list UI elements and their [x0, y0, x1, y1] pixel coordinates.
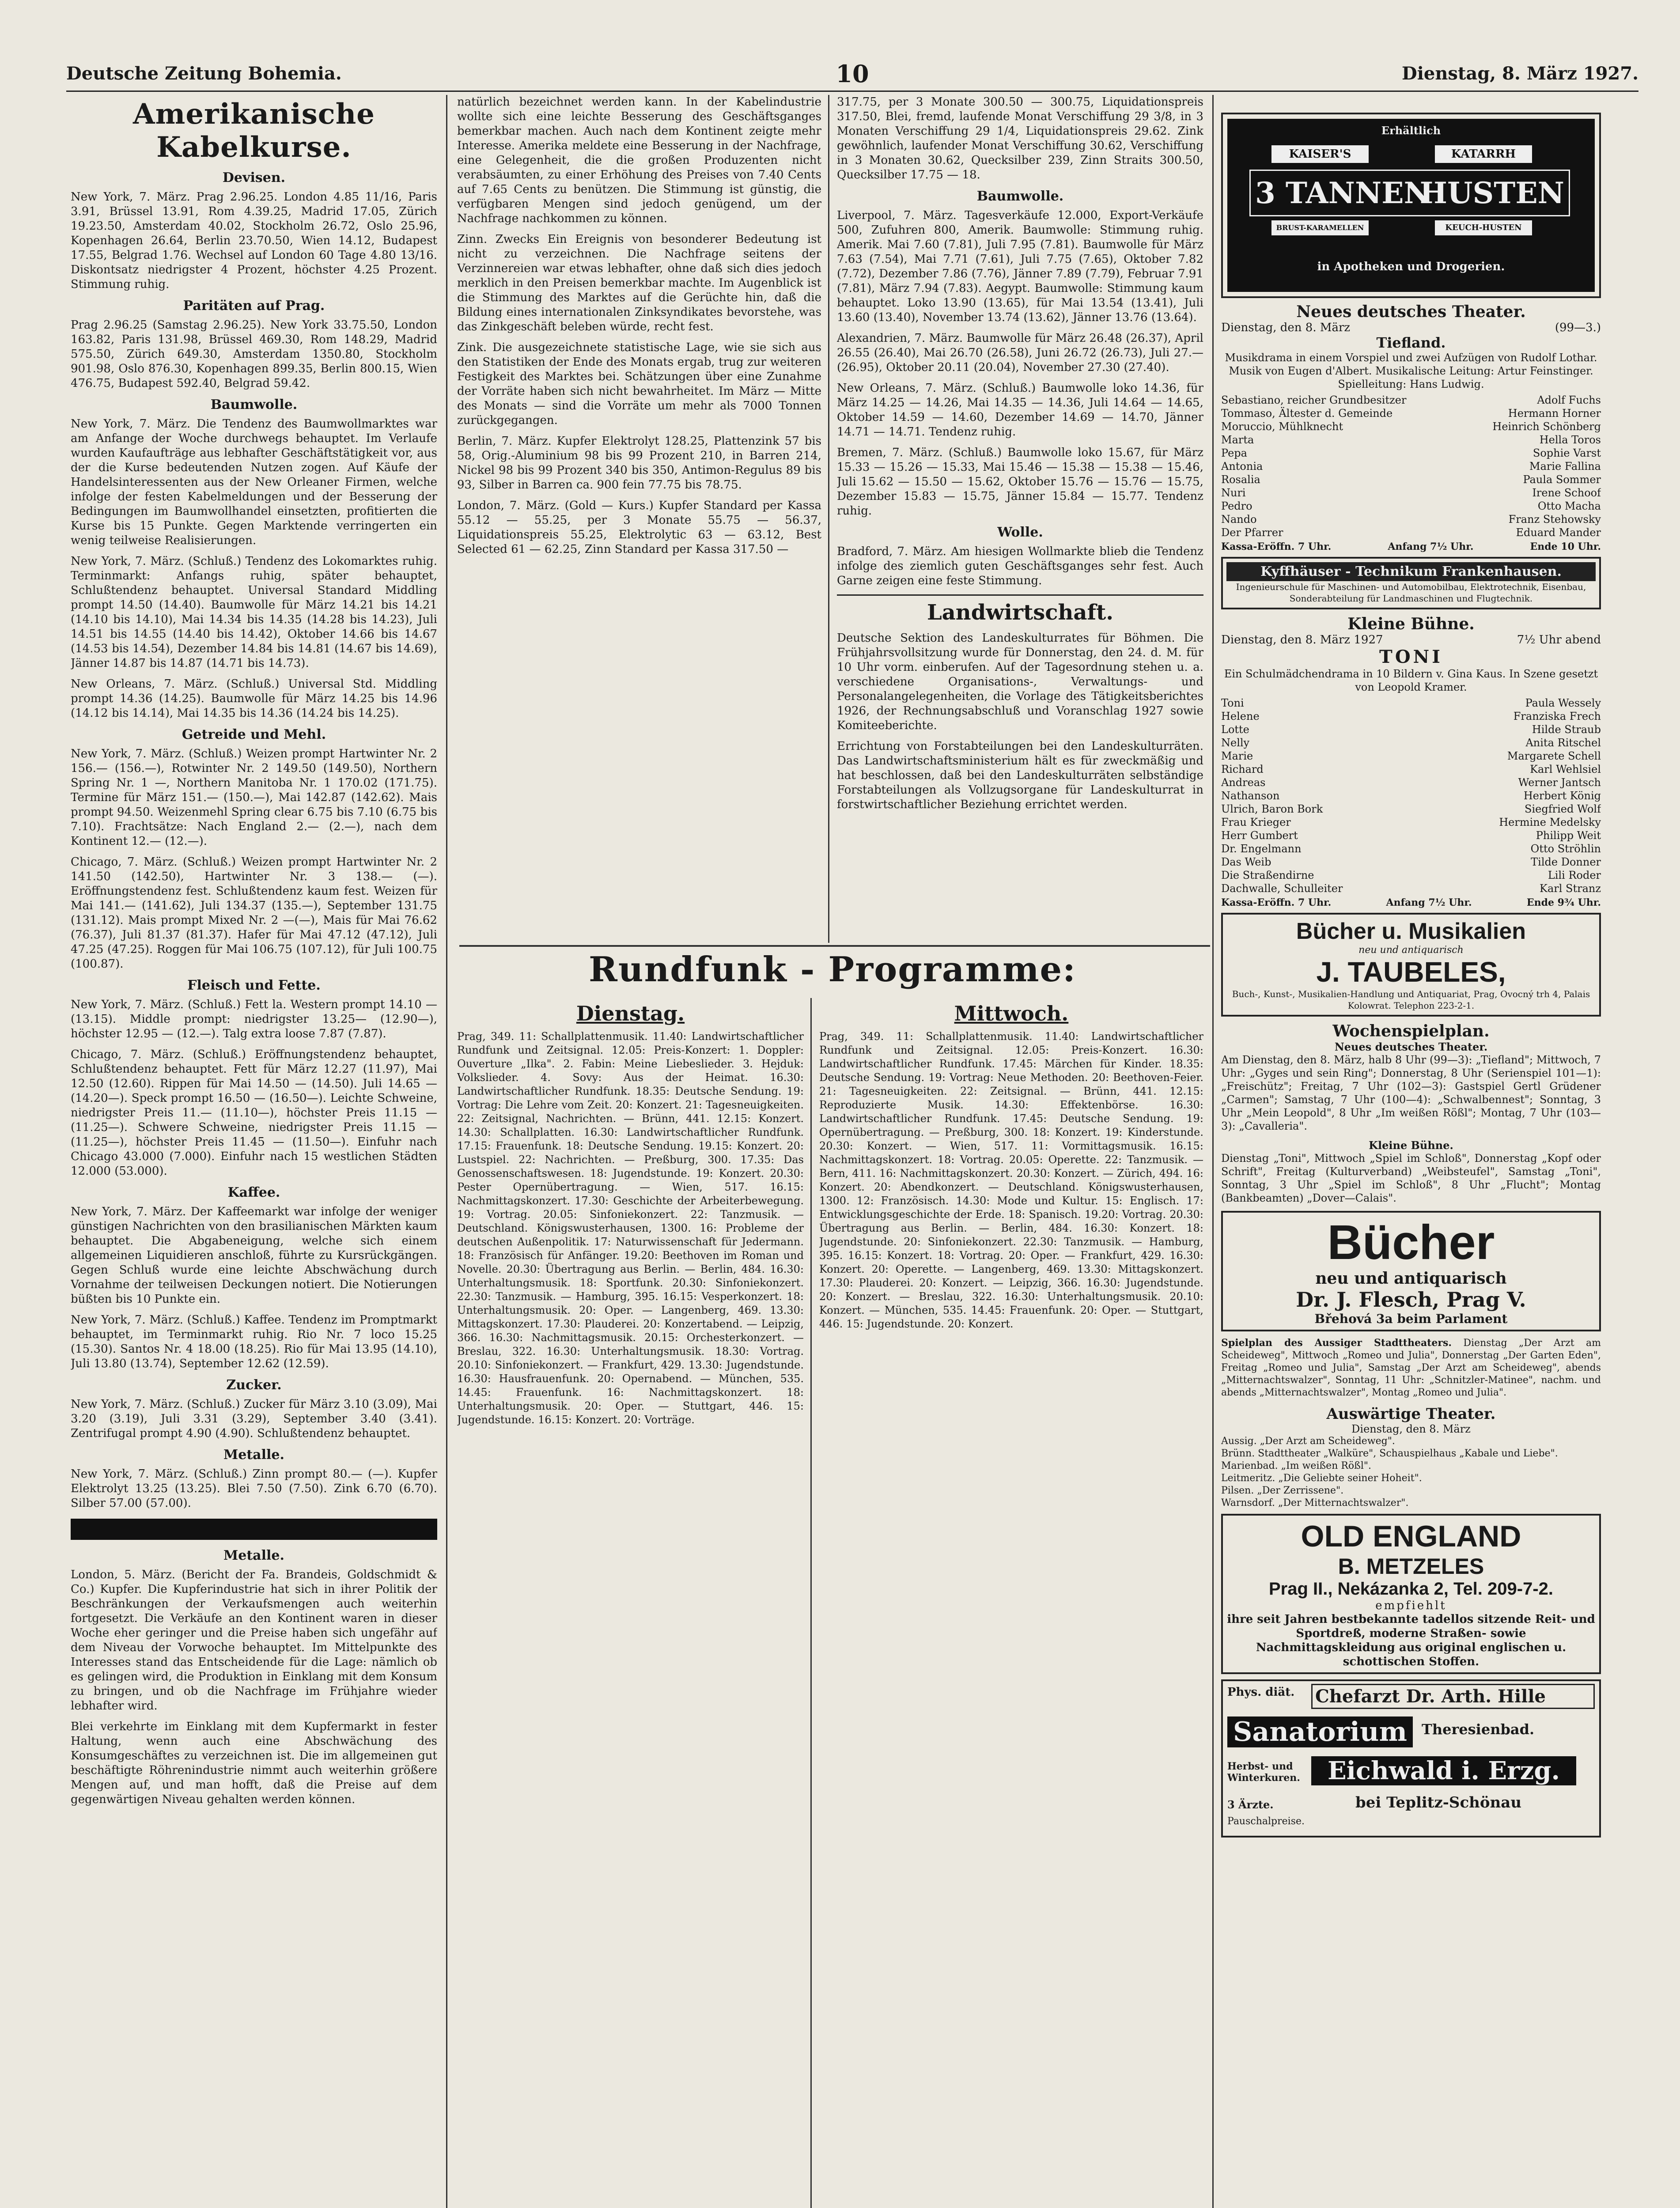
article-text: New Orleans, 7. März. (Schluß.) Universal Std. Middling prompt 14.36 (14.25). Baumwolle für März 14.25 bis 14.96 (14.12 bis 14.14), Mai 14.35 bis 14.36 (14.24 bis 14.25). — [71, 677, 437, 720]
theater-footer: Anfang 7½ Uhr. — [1388, 541, 1474, 552]
aus-item: Brünn. Stadttheater „Walküre", Schauspielhaus „Kabale und Liebe". — [1221, 1448, 1558, 1459]
ad-text: Prag II., Nekázanka 2, Tel. 209-7-2. — [1268, 1579, 1554, 1599]
subhead-getreide: Getreide und Mehl. — [182, 727, 326, 742]
column-rule — [446, 95, 447, 2208]
article-text: New York, 7. März. Prag 2.96.25. London 4.85 11/16, Paris 3.91, Brüssel 13.91, Rom 4.39.25, Madrid 17.05, Zürich 19.23.50, Amsterdam 40.02, Stockholm 26.72, Oslo 25.96, Kopenhagen 26.64, Berlin 23.70.50, Wien 14.12, Budapest 17.55, Belgrad 1.76. Wechsel auf London 60 Tage 4.80 13/16. Diskontsatz niedrigster 4 Prozent, höchster 4.25 Prozent. Stimmung ruhig. — [71, 190, 437, 291]
ad-flesch — [1221, 1211, 1601, 1331]
aus-item: Marienbad. „Im weißen Rößl". — [1221, 1460, 1372, 1471]
ad-main-banner — [1249, 170, 1570, 216]
aus-item: Pilsen. „Der Zerrissene". — [1221, 1485, 1344, 1496]
article-text: Deutsche Sektion des Landeskulturrates für Böhmen. Die Frühjahrsvollsitzung wurde für Donnerstag, den 24. d. M. für 10 Uhr vorm. einberufen. Auf der Tagesordnung stehen u. a. verschiedene Organisations-, Verwaltungs- und Personalangelegenheiten, die Vorlage des Tätigkeitsberichtes 1926, der Rechnungsabschluß und Voranschlag 1927 sowie Komiteeberichte. — [837, 631, 1203, 732]
ad-text: B. METZELES — [1338, 1554, 1484, 1579]
column-baumwolle-landwirtschaft — [837, 95, 1203, 938]
column-kabelkurse — [71, 95, 437, 2208]
cast-actor: Hermine Medelsky — [1499, 816, 1601, 828]
aussig-text: Dienstag „Der Arzt am Scheideweg", Mittwoch „Romeo und Julia", Donnerstag „Der Garten Eden", Freitag „Romeo und Julia", Samstag „Der Arzt am Scheideweg", abends „Mitternachtswalzer", Sonntag, 11 Uhr: „Schnitzler-Matinee", nachm. und abends „Mitternachtswalzer", Montag „Romeo und Julia". — [1221, 1338, 1601, 1398]
cast-role: Dr. Engelmann — [1221, 843, 1302, 855]
theater-footer: Kassa-Eröffn. 7 Uhr. — [1221, 541, 1332, 552]
article-text: New Orleans, 7. März. (Schluß.) Baumwolle loko 14.36, für März 14.25 — 14.26, Mai 14.35 — 14.36, Juli 14.64 — 14.65, Oktober 14.59 — 14.60, Dezember 14.69 — 14.70, Jänner 14.71 — 14.71. Tendenz ruhig. — [837, 382, 1203, 439]
cast-role: Marie — [1221, 750, 1253, 762]
article-text: New York, 7. März. (Schluß.) Kaffee. Tendenz im Promptmarkt behauptet, im Terminmarkt ruhig. Rio Nr. 7 loco 15.25 (15.30). Santos Nr. 4 18.00 (18.25). Rio für Mai 13.95 (14.10), Juli 13.80 (13.74), September 12.62 (12.59). — [71, 1313, 437, 1370]
cast-row — [1221, 420, 1601, 433]
subhead-paritaeten: Paritäten auf Prag. — [183, 298, 325, 314]
ad-text: J. TAUBELES, — [1316, 956, 1506, 988]
cast-actor: Karl Wehlsiel — [1530, 763, 1601, 775]
issue-date: Dienstag, 8. März 1927. — [1402, 63, 1638, 84]
ad-text: Theresienbad. — [1422, 1721, 1535, 1738]
cast-role: Rosalia — [1221, 473, 1260, 486]
cast-role: Die Straßendirne — [1221, 869, 1314, 881]
cast-role: Pepa — [1221, 447, 1247, 459]
cast-role: Andreas — [1221, 776, 1266, 789]
masthead-title: Deutsche Zeitung Bohemia. — [66, 63, 342, 84]
cast-role: Sebastiano, reicher Grundbesitzer — [1221, 394, 1407, 406]
ad-text: ihre seit Jahren bestbekannte tadellos sitzende Reit- und Sportdreß, moderne Straßen- sowie Nachmittagskleidung aus original englischen u. schottischen Stoffen. — [1227, 1613, 1595, 1668]
cast-role: Marta — [1221, 434, 1254, 446]
aus-item: Leitmeritz. „Die Geliebte seiner Hoheit". — [1221, 1473, 1422, 1484]
cast-row — [1221, 696, 1601, 710]
cast-actor: Philipp Weit — [1536, 829, 1601, 842]
article-text: New York, 7. März. (Schluß.) Fett la. Western prompt 14.10 — (13.15). Middle prompt: niedrigster 13.25— (12.90—), höchster 12.95 — (12.—). Talg extra loose 7.87 (7.87). — [71, 998, 437, 1040]
ad-text: Erhältlich — [1381, 124, 1441, 137]
cast-role: Richard — [1221, 763, 1264, 775]
cast-role: Tommaso, Ältester d. Gemeinde — [1221, 407, 1393, 420]
article-text: New York, 7. März. Der Kaffeemarkt war infolge der weniger günstigen Nachrichten von den brasilianischen Märkten kaum behauptet. Die Abgabeneigung, welche sich einem allgemeinen Liquidieren anschloß, führte zu Kursrückgängen. Gegen Schluß wurde eine leichte Abschwächung durch Vornahme der teilweisen Deckungen notiert. Die Notierungen büßten bis 10 Punkte ein. — [71, 1205, 437, 1306]
aus-date: Dienstag, den 8. März — [1351, 1423, 1471, 1435]
ad-old-england — [1221, 1514, 1601, 1674]
subhead-baumwolle: Baumwolle. — [210, 397, 298, 412]
ad-text: Herbst- und Winterkuren. — [1227, 1761, 1300, 1784]
ad-text: Pauschalpreise. — [1227, 1816, 1305, 1827]
ad-sanatorium — [1221, 1679, 1601, 1837]
radio-tuesday — [457, 998, 804, 2208]
ad-text: KEUCH-HUSTEN — [1435, 220, 1532, 235]
cast-actor: Franz Stehowsky — [1508, 513, 1601, 526]
cast-role: Ulrich, Baron Bork — [1221, 803, 1323, 815]
ad-text: 3 TANNEN — [1255, 176, 1430, 210]
section-title-landwirtschaft: Landwirtschaft. — [837, 594, 1203, 625]
ad-kaisers-husten — [1221, 113, 1601, 298]
aussig-title: Spielplan des Aussiger Stadttheaters. — [1221, 1337, 1452, 1349]
cast-actor: Lili Roder — [1548, 869, 1601, 881]
cast-actor: Hella Toros — [1539, 434, 1601, 446]
article-text: Chicago, 7. März. (Schluß.) Eröffnungstendenz behauptet, Schlußtendenz behauptet. Fett für März 12.27 (11.97), Mai 12.50 (12.60). Rippen für Mai 14.50 — (14.50). Juli 14.65 — (14.20—). Speck prompt 16.50 — (16.50—). Leichte Schweine, niedrigster Preis 11.— (11.10—), höchster Preis 11.15 — (11.25—). Schwere Schweine, niedrigster Preis 11.15 — (11.25—), höchster Preis 11.45 — (11.50—). Einfuhr nach Chicago 43.000 (7.000). Einfuhr nach 15 westlichen Städten 12.000 (53.000). — [71, 1048, 437, 1178]
cast-role: Der Pfarrer — [1221, 526, 1283, 539]
cast-row — [1221, 407, 1601, 420]
cast-role: Nelly — [1221, 737, 1250, 749]
ad-text: Dr. J. Flesch, Prag V. — [1296, 1288, 1526, 1312]
cast-actor: Hermann Horner — [1508, 407, 1601, 420]
subhead-metalle-2: Metalle. — [223, 1548, 284, 1563]
cast-actor: Anita Ritschel — [1525, 737, 1601, 749]
article-text: Prag 2.96.25 (Samstag 2.96.25). New York 33.75.50, London 163.82, Paris 131.98, Brüssel 469.30, Rom 148.29, Madrid 575.50, Zürich 649.30, Amsterdam 1350.80, Stockholm 901.98, Oslo 876.30, Kopenhagen 899.35, Berlin 800.15, Wien 476.75, Budapest 592.40, Belgrad 59.42. — [71, 318, 437, 390]
ad-text: Ingenieurschule für Maschinen- und Automobilbau, Elektrotechnik, Eisenbau, Sonderabteilung für Landmaschinen und Flugtechnik. — [1236, 582, 1586, 604]
cast-role: Frau Krieger — [1221, 816, 1291, 828]
cast-role: Herr Gumbert — [1221, 829, 1298, 842]
cast-actor: Werner Jantsch — [1518, 776, 1601, 789]
ad-text: Bücher u. Musikalien — [1296, 919, 1526, 944]
cast-role: Pedro — [1221, 500, 1252, 512]
article-text: London, 7. März. (Gold — Kurs.) Kupfer Standard per Kassa 55.12 — 55.25, per 3 Monate 55.75 — 56.37, Liquidationspreis 55.25, Elektrolytic 63 — 63.12, Best Selected 61 — 62.25, Zinn Standard per Kassa 317.50 — — [457, 499, 821, 556]
cast-actor: Otto Macha — [1537, 500, 1601, 512]
subhead-baumwolle: Baumwolle. — [976, 189, 1064, 204]
ad-text: BRUST-KARAMELLEN — [1271, 220, 1369, 235]
cast-role: Lotte — [1221, 723, 1249, 736]
cast-role: Nando — [1221, 513, 1257, 526]
cast-row — [1221, 473, 1601, 486]
cast-actor: Marie Fallina — [1529, 460, 1601, 473]
article-text: New York, 7. März. (Schluß.) Weizen prompt Hartwinter Nr. 2 156.— (156.—), Rotwinter Nr. 2 149.50 (149.50), Northern Spring Nr. 1 —, Northern Manitoba Nr. 1 170.02 (171.75). Termine für März 151.— (150.—), Mai 142.87 (142.62). Mais prompt 94.50. Weizenmehl Spring clear 6.75 bis 7.10 (6.75 bis 7.10). Frachtsätze: Nach England 2.— (2.—), nach dem Kontinent 12.— (12.—). — [71, 747, 437, 848]
cast-row — [1221, 789, 1601, 802]
cast-row — [1221, 749, 1601, 763]
page-header — [66, 60, 1638, 92]
cast-actor: Paula Wessely — [1525, 697, 1601, 709]
cast-actor: Siegfried Wolf — [1525, 803, 1601, 815]
day-heading-dienstag: Dienstag. — [576, 1002, 685, 1025]
cast-actor: Eduard Mander — [1516, 526, 1601, 539]
cast-row — [1221, 710, 1601, 723]
cast-actor: Irene Schoof — [1532, 487, 1601, 499]
subhead-wolle: Wolle. — [997, 525, 1043, 540]
theater-play: Tiefland. — [1376, 334, 1446, 351]
theater-footer: Ende 10 Uhr. — [1530, 541, 1601, 552]
cast-role: Helene — [1221, 710, 1260, 722]
cast-row — [1221, 763, 1601, 776]
ad-text: Břehová 3a beim Parlament — [1314, 1312, 1508, 1326]
ad-text: Eichwald i. Erzg. — [1311, 1756, 1576, 1785]
article-text: New York, 7. März. Die Tendenz des Baumwollmarktes war am Anfange der Woche durchwegs behauptet. Im Verlaufe wurden Kaufaufträge aus lebhafter Geschäftstätigkeit vor, aus der die Kurse bedeutenden Nutzen zogen. Auf Käufe der Handelsinteressenten aus der New Orleaner Firmen, welche infolge der festen Kabelmeldungen und der Besserung der Bedingungen im Baumwollhandel einsetzten, profitierten die Kurse bis 15 Punkte. Gegen Marktende verringerten ein wenig teilweise Realisierungen. — [71, 417, 437, 547]
kb-footer: Kassa-Eröffn. 7 Uhr. — [1221, 897, 1332, 908]
article-text: Errichtung von Forstabteilungen bei den Landeskulturräten. Das Landwirtschaftsministerium hält es für zweckmäßig und hat beschlossen, daß bei den Landeskulturräten selbständige Forstabteilungen als Vollzugsorgane für Landeskulturrat in forstwirtschaftlicher Beziehung errichtet werden. — [837, 740, 1203, 811]
cast-row — [1221, 513, 1601, 526]
article-text: 317.75, per 3 Monate 300.50 — 300.75, Liquidationspreis 317.50, Blei, fremd, laufende Monat Verschiffung 29 3/8, in 3 Monaten Verschiffung 29 1/4, Liquidationspreis 29.62. Zink gewöhnlich, laufender Monat Verschiffung 30.62, Verschiffung in 3 Monaten 30.62, Quecksilber 239, Zinn Straits 300.50, Quecksilber 17.75 — 18. — [837, 95, 1203, 181]
cast-list — [1221, 393, 1601, 539]
column-metalle-continued — [457, 95, 821, 938]
ad-text: OLD ENGLAND — [1301, 1520, 1521, 1553]
kb-play: TONI — [1379, 647, 1443, 667]
cast-row — [1221, 869, 1601, 882]
article-text: New York, 7. März. (Schluß.) Tendenz des Lokomarktes ruhig. Terminmarkt: Anfangs ruhig, später behauptet, Schlußtendenz behauptet. Universal Standard Middling prompt 14.50 (14.40). Baumwolle für März 14.21 bis 14.21 (14.10 bis 14.10), Mai 14.34 bis 14.35 (14.28 bis 14.23), Juli 14.51 bis 14.55 (14.40 bis 14.42), Oktober 14.66 bis 14.67 (14.53 bis 14.54), Dezember 14.84 bis 14.81 (14.67 bis 14.69), Jänner 14.87 bis 14.87 (14.71 bis 14.73). — [71, 555, 437, 670]
cast-row — [1221, 433, 1601, 446]
theater-date: Dienstag, den 8. März — [1221, 321, 1351, 334]
article-text: Berlin, 7. März. Kupfer Elektrolyt 128.25, Plattenzink 57 bis 58, Orig.-Aluminium 98 bis 99 Prozent 210, in Barren 214, Nickel 98 bis 99 Prozent 340 bis 350, Antimon-Regulus 89 bis 93, Silber in Barren ca. 900 fein 77.75 bis 78.75. — [457, 435, 821, 492]
ad-text: Bücher — [1327, 1215, 1495, 1270]
cast-role: Moruccio, Mühlknecht — [1221, 420, 1343, 433]
subhead-kaffee: Kaffee. — [227, 1185, 280, 1200]
subhead-devisen: Devisen. — [222, 170, 286, 185]
ad-text: KATARRH — [1435, 145, 1532, 163]
article-text: Zinn. Zwecks Ein Ereignis von besonderer Bedeutung ist nicht zu verzeichnen. Die Nachfrage seitens der Verzinnereien war etwas lebhafter, ohne daß sich dies jedoch merklich in den Preisen bemerkbar machte. Im Augenblick ist die Stimmung des Marktes auf die Gerüchte hin, daß die Bildung eines internationalen Zinksyndikates bevorstehe, was das Zinkgeschäft beleben würde, recht fest. — [457, 233, 821, 333]
ad-text: neu und antiquarisch — [1315, 1269, 1507, 1288]
cast-role: Antonia — [1221, 460, 1263, 473]
article-text: Chicago, 7. März. (Schluß.) Weizen prompt Hartwinter Nr. 2 141.50 (142.50), Hartwinter Nr. 3 138.— (—). Eröffnungstendenz fest. Schlußtendenz kaum fest. Weizen für Mai 141.— (141.62), Juli 134.37 (135.—), September 131.75 (131.12). Mais prompt Mixed Nr. 2 —(—), Mais für Mai 76.62 (76.37), Juli 81.37 (81.37). Hafer für Mai 47.12 (47.12), Juli 47.25 (47.25). Roggen für Mai 106.75 (107.12), für Juli 100.75 (100.87). — [71, 855, 437, 971]
cast-actor: Otto Ströhlin — [1530, 843, 1601, 855]
aus-title: Auswärtige Theater. — [1326, 1405, 1496, 1423]
column-rule — [1212, 95, 1214, 2208]
ad-text: Chefarzt Dr. Arth. Hille — [1311, 1684, 1595, 1709]
day-heading-mittwoch: Mittwoch. — [954, 1002, 1069, 1025]
wsp-kb-title: Kleine Bühne. — [1369, 1139, 1453, 1152]
article-text: Liverpool, 7. März. Tagesverkäufe 12.000, Export-Verkäufe 500, Zufuhren 800, Amerik. Baumwolle: Stimmung ruhig. Amerik. Mai 7.60 (7.81), Juli 7.95 (7.81). Baumwolle für März 7.63 (7.54), Mai 7.71 (7.61), Juli 7.75 (7.65), Oktober 7.82 (7.72), Dezember 7.86 (7.76), Jänner 7.89 (7.79), Februar 7.91 (7.81), März 7.94 (7.83). Aegypt. Baumwolle: Stimmung kaum behauptet. Loko 13.90 (13.65), für Mai 13.54 (13.41), Juli 13.60 (13.40), November 13.74 (13.62), Jänner 13.76 (13.64). — [837, 209, 1203, 324]
cast-row — [1221, 882, 1601, 895]
cast-role: Nuri — [1221, 487, 1246, 499]
wsp-subtitle: Neues deutsches Theater. — [1334, 1040, 1488, 1053]
cast-role: Das Weib — [1221, 856, 1271, 868]
article-text: New York, 7. März. (Schluß.) Zucker für März 3.10 (3.09), Mai 3.20 (3.19), Juli 3.31 (3.29), September 3.40 (3.41). Zentrifugal prompt 4.90 (4.90). Schlußtendenz behauptet. — [71, 1398, 437, 1440]
cast-actor: Margarete Schell — [1507, 750, 1601, 762]
cast-row — [1221, 802, 1601, 816]
aus-item: Warnsdorf. „Der Mitternachtswalzer". — [1221, 1497, 1409, 1509]
cast-row — [1221, 855, 1601, 869]
article-text: Blei verkehrte im Einklang mit dem Kupfermarkt in fester Haltung, wenn auch eine Abschwächung des Konsumgeschäftes zu verzeichnen ist. Die im allgemeinen gut beschäftigte Röhrenindustrie nimmt auch weiterhin größere Mengen auf, und man hofft, daß die Preise auf dem gegenwärtigen Niveau gehalten werden können. — [71, 1720, 437, 1806]
theater-number: (99—3.) — [1555, 321, 1601, 334]
ad-text: Buch-, Kunst-, Musikalien-Handlung und Antiquariat, Prag, Ovocný trh 4, Palais Kolowrat. Telephon 223-2-1. — [1232, 989, 1590, 1011]
section-title-kabelkurse: Amerikanische Kabelkurse. — [132, 98, 375, 164]
wsp-text: Am Dienstag, den 8. März, halb 8 Uhr (99—3): „Tiefland"; Mittwoch, 7 Uhr: „Gyges und sein Ring"; Donnerstag, 8 Uhr (Serienspiel 101—1): „Freischütz"; Freitag, 7 Uhr (102—3): Gastspiel Gertl Grüdener „Carmen"; Samstag, 7 Uhr (100—4): „Schwalbennest"; Sonntag, 3 Uhr „Mein Leopold", 8 Uhr „Im weißen Rößl"; Montag, 7 Uhr (103—3): „Cavalleria". — [1221, 1054, 1601, 1132]
ad-text: HUSTEN — [1419, 176, 1564, 210]
kb-date: Dienstag, den 8. März 1927 — [1221, 633, 1383, 647]
cast-role: Dachwalle, Schulleiter — [1221, 882, 1343, 895]
theater-subtitle: Musikdrama in einem Vorspiel und zwei Aufzügen von Rudolf Lothar. Musik von Eugen d'Albert. Musikalische Leitung: Artur Feinstinger. Spielleitung: Hans Ludwig. — [1225, 352, 1597, 390]
black-divider-bar — [71, 1519, 437, 1540]
ad-text: KAISER'S — [1271, 145, 1369, 163]
ad-text: Phys. diät. — [1227, 1686, 1295, 1699]
cast-actor: Tilde Donner — [1531, 856, 1601, 868]
ad-kyffhaeuser — [1221, 557, 1601, 609]
kb-title: Kleine Bühne. — [1347, 615, 1475, 633]
aus-list — [1221, 1435, 1601, 1509]
radio-program-text: Prag, 349. 11: Schallplattenmusik. 11.40: Landwirtschaftlicher Rundfunk und Zeitsignal. 12.05: Preis-Konzert: 1. Doppler: Ouverture „Ilka". 2. Fabin: Meine Liebeslieder. 3. Hejduk: Volkslieder. 4. Sovy: Aus der Heimat. 16.30: Landwirtschaftlicher Rundfunk. 18.35: Deutsche Sendung. 19: Vortrag: Die Lehre vom Zeit. 20: Konzert. 21: Tagesneuigkeiten. 22: Zeitsignal, Nachrichten. — Brünn, 441. 12.15: Konzert. 14.30: Schallplatten. 16.30: Landwirtschaftlicher Rundfunk. 17.15: Frauenfunk. 18: Deutsche Sendung. 19.15: Konzert. 20: Lustspiel. 22: Nachrichten. — Preßburg, 300. 17.35: Das Genossenschaftswesen. 18: Jugendstunde. 19: Konzert. 20.30: Pester Opernübertragung. — Wien, 517. 16.15: Nachmittagskonzert. 17.30: Geschichte der Arbeiterbewegung. 19: Vortrag. 20.05: Sinfoniekonzert. 22: Tanzmusik. — Deutschland. Königswusterhausen, 1300. 16: Probleme der deutschen Außenpolitik. 17: Naturwissenschaft für Jedermann. 18: Französisch für Anfänger. 19.20: Beethoven im Roman und Novelle. 20.30: Übertragung aus Berlin. — Berlin, 484. 16.30: Unterhaltungsmusik. 18: Sportfunk. 20.30: Sinfoniekonzert. 22.30: Tanzmusik. — Hamburg, 395. 16.15: Vesperkonzert. 18: Unterhaltungsmusik. 20: Oper. — Langenberg, 469. 13.30: Mittagskonzert. 17.30: Plauderei. 20: Konzertabend. — Leipzig, 366. 16.30: Nachmittagsmusik. 20.15: Orchesterkonzert. — Breslau, 322. 16.30: Unterhaltungsmusik. 18.30: Vortrag. 20.10: Sinfoniekonzert. — Frankfurt, 429. 13.30: Jugendstunde. 16.30: Hausfrauenfunk. 20: Opernabend. — München, 535. 14.45: Frauenfunk. 16: Nachmittagskonzert. 18: Unterhaltungsmusik. 20: Oper. — Stuttgart, 446. 15: Jugendstunde. 16.15: Konzert. 20: Vorträge. — [457, 1030, 804, 1426]
ad-text: Kyffhäuser - Technikum Frankenhausen. — [1226, 562, 1596, 581]
article-text: New York, 7. März. (Schluß.) Zinn prompt 80.— (—). Kupfer Elektrolyt 13.25 (13.25). Blei 7.50 (7.50). Zink 6.70 (6.70). Silber 57.00 (57.00). — [71, 1467, 437, 1510]
cast-row — [1221, 526, 1601, 539]
column-rule — [810, 998, 812, 2208]
wsp-kb-text: Dienstag „Toni", Mittwoch „Spiel im Schloß", Donnerstag „Kopf oder Schrift", Freitag (Kulturverband) „Weibsteufel", Samstag „Toni", Sonntag, 3 Uhr „Spiel im Schloß", 8 Uhr „Flucht"; Montag (Bankbeamten) „Dover—Calais". — [1221, 1152, 1601, 1204]
subhead-zucker: Zucker. — [226, 1377, 282, 1393]
cast-actor: Herbert König — [1523, 790, 1601, 802]
article-text: Zink. Die ausgezeichnete statistische Lage, wie sie sich aus den Statistiken der Ende des Monats ergab, trug zur weiteren Festigkeit des Marktes bei. Schätzungen über eine Zunahme der Vorräte haben sich nicht bewahrheitet. Im März — Mitte des Monats — sind die Vorräte um mehr als 7000 Tonnen zurückgegangen. — [457, 341, 821, 427]
cast-actor: Sophie Varst — [1532, 447, 1601, 459]
cast-actor: Hilde Straub — [1532, 723, 1601, 736]
ad-text: neu und antiquarisch — [1358, 945, 1464, 956]
cast-row — [1221, 816, 1601, 829]
article-text: Bradford, 7. März. Am hiesigen Wollmarkte blieb die Tendenz infolge des ziemlich guten Geschäftsganges sehr fest. Auch Garne zeigen eine feste Stimmung. — [837, 545, 1203, 587]
page-number: 10 — [836, 60, 869, 88]
cast-role: Nathanson — [1221, 790, 1280, 802]
ad-text: 3 Ärzte. — [1227, 1798, 1274, 1811]
cast-actor: Adolf Fuchs — [1537, 394, 1601, 406]
cast-actor: Karl Stranz — [1540, 882, 1601, 895]
kb-subtitle: Ein Schulmädchendrama in 10 Bildern v. Gina Kaus. In Szene gesetzt von Leopold Kramer. — [1224, 668, 1598, 693]
cast-row — [1221, 393, 1601, 407]
cast-row — [1221, 736, 1601, 749]
cast-row — [1221, 499, 1601, 513]
cast-row — [1221, 776, 1601, 789]
section-title-rundfunk: Rundfunk - Programme: — [589, 949, 1076, 990]
theater-title: Neues deutsches Theater. — [1296, 302, 1526, 321]
wsp-title: Wochenspielplan. — [1332, 1022, 1490, 1040]
column-rule — [828, 95, 829, 943]
kb-time: 7½ Uhr abend — [1517, 633, 1601, 647]
radio-program-text: Prag, 349. 11: Schallplattenmusik. 11.40: Landwirtschaftlicher Rundfunk und Zeitsignal. 12.05: Preis-Konzert. 16.30: Landwirtschaftlicher Rundfunk. 17.45: Märchen für Kinder. 18.35: Deutsche Sendung. 19: Vortrag: Neue Methoden. 20: Beethoven-Feier. 21: Tagesneuigkeiten. 22: Zeitsignal. — Brünn, 441. 12.15: Reproduzierte Musik. 14.30: Effektenbörse. 16.30: Landwirtschaftlicher Rundfunk. 17.45: Deutsche Sendung. 19: Opernübertragung. — Preßburg, 300. 18: Konzert. 19: Kinderstunde. 20.30: Konzert. — Wien, 517. 11: Vormittagsmusik. 16.15: Nachmittagskonzert. 18: Vortrag. 20.05: Operette. 22: Tanzmusik. — Bern, 411. 16: Nachmittagskonzert. 20.30: Konzert. — Zürich, 494. 16: Konzert. 20: Abendkonzert. — Deutschland. Königswusterhausen, 1300. 12: Französisch. 14.30: Mode und Kultur. 15: Englisch. 17: Entwicklungsgeschichte der Erde. 18: Spanisch. 19.20: Vortrag. 20.30: Übertragung aus Berlin. — Berlin, 484. 16.30: Konzert. 18: Jugendstunde. 20: Sinfoniekonzert. 22.30: Tanzmusik. — Hamburg, 395. 16.15: Konzert. 18: Vortrag. 20: Oper. — Frankfurt, 429. 16.30: Konzert. 20: Operette. — Langenberg, 469. 13.30: Mittagskonzert. 17.30: Plauderei. 20: Konzert. — Leipzig, 366. 16.30: Jugendstunde. 20: Konzert. — Breslau, 322. 16.30: Unterhaltungsmusik. 20.10: Konzert. — München, 535. 14.45: Frauenfunk. 20: Oper. — Stuttgart, 446. 15: Jugendstunde. 20: Konzert. — [819, 1030, 1203, 1330]
cast-actor: Paula Sommer — [1523, 473, 1601, 486]
article-text: natürlich bezeichnet werden kann. In der Kabelindustrie wollte sich eine leichte Besserung des Geschäftsganges bemerkbar machen. Auch nach dem Kontinent zeigte mehr Interesse. Amerika meldete eine Besserung in der Nachfrage, eine Gelegenheit, die die großen Produzenten nicht verabsäumten, zu einer Erhöhung des Preises von 7.40 Cents auf 7.65 Cents zu benützen. Die Stimmung ist günstig, die verfügbaren Mengen sind jedoch genügend, um der Nachfrage nachkommen zu können. — [457, 95, 821, 225]
cast-row — [1221, 446, 1601, 460]
aus-item: Aussig. „Der Arzt am Scheideweg". — [1221, 1436, 1395, 1447]
cast-actor: Heinrich Schönberg — [1492, 420, 1601, 433]
radio-wednesday — [819, 998, 1203, 2208]
cast-row — [1221, 842, 1601, 855]
kb-footer: Anfang 7½ Uhr. — [1386, 897, 1472, 908]
ad-text: bei Teplitz-Schönau — [1355, 1794, 1522, 1811]
subhead-metalle: Metalle. — [223, 1447, 284, 1463]
cast-list — [1221, 696, 1601, 895]
radio-section-header — [457, 949, 1208, 998]
cast-row — [1221, 486, 1601, 499]
article-text: Bremen, 7. März. (Schluß.) Baumwolle loko 15.67, für März 15.33 — 15.26 — 15.33, Mai 15.46 — 15.38 — 15.38 — 15.46, Juli 15.62 — 15.50 — 15.62, Oktober 15.76 — 15.76 — 15.75, Dezember 15.83 — 15.75, Jänner 15.84 — 15.77. Tendenz ruhig. — [837, 446, 1203, 518]
kb-footer: Ende 9¾ Uhr. — [1526, 897, 1601, 908]
section-rule — [459, 945, 1210, 947]
ad-text: Sanatorium — [1227, 1716, 1413, 1747]
cast-row — [1221, 723, 1601, 736]
ad-taubeles — [1221, 913, 1601, 1017]
ad-text: in Apotheken und Drogerien. — [1317, 260, 1505, 273]
cast-role: Toni — [1221, 697, 1244, 709]
cast-actor: Franziska Frech — [1513, 710, 1601, 722]
article-text: London, 5. März. (Bericht der Fa. Brandeis, Goldschmidt & Co.) Kupfer. Die Kupferindustrie hat sich in ihrer Politik der Beschränkungen der Verkaufsmengen auch weiterhin fortgesetzt. Die Verkäufe an den Kontinent waren in dieser Woche eher geringer und die Preise haben sich ungefähr auf dem Niveau der Vorwoche behauptet. Im Mittelpunkte des Interesses stand das Entscheidende für die Lage: nämlich ob es gelingen wird, die Produktion in Einklang mit dem Konsum zu bringen, und ob die Nachfrage im Frühjahre wieder lebhafter wird. — [71, 1568, 437, 1713]
column-theater-ads — [1221, 95, 1601, 2208]
cast-row — [1221, 829, 1601, 842]
ad-text: empfiehlt — [1375, 1599, 1447, 1612]
article-text: Alexandrien, 7. März. Baumwolle für März 26.48 (26.37), April 26.55 (26.40), Mai 26.70 (26.58), Juni 26.72 (26.73), Juli 27.— (26.95), Oktober 20.11 (20.04), November 27.30 (27.40). — [837, 332, 1203, 374]
subhead-fleisch: Fleisch und Fette. — [187, 978, 321, 993]
cast-row — [1221, 460, 1601, 473]
